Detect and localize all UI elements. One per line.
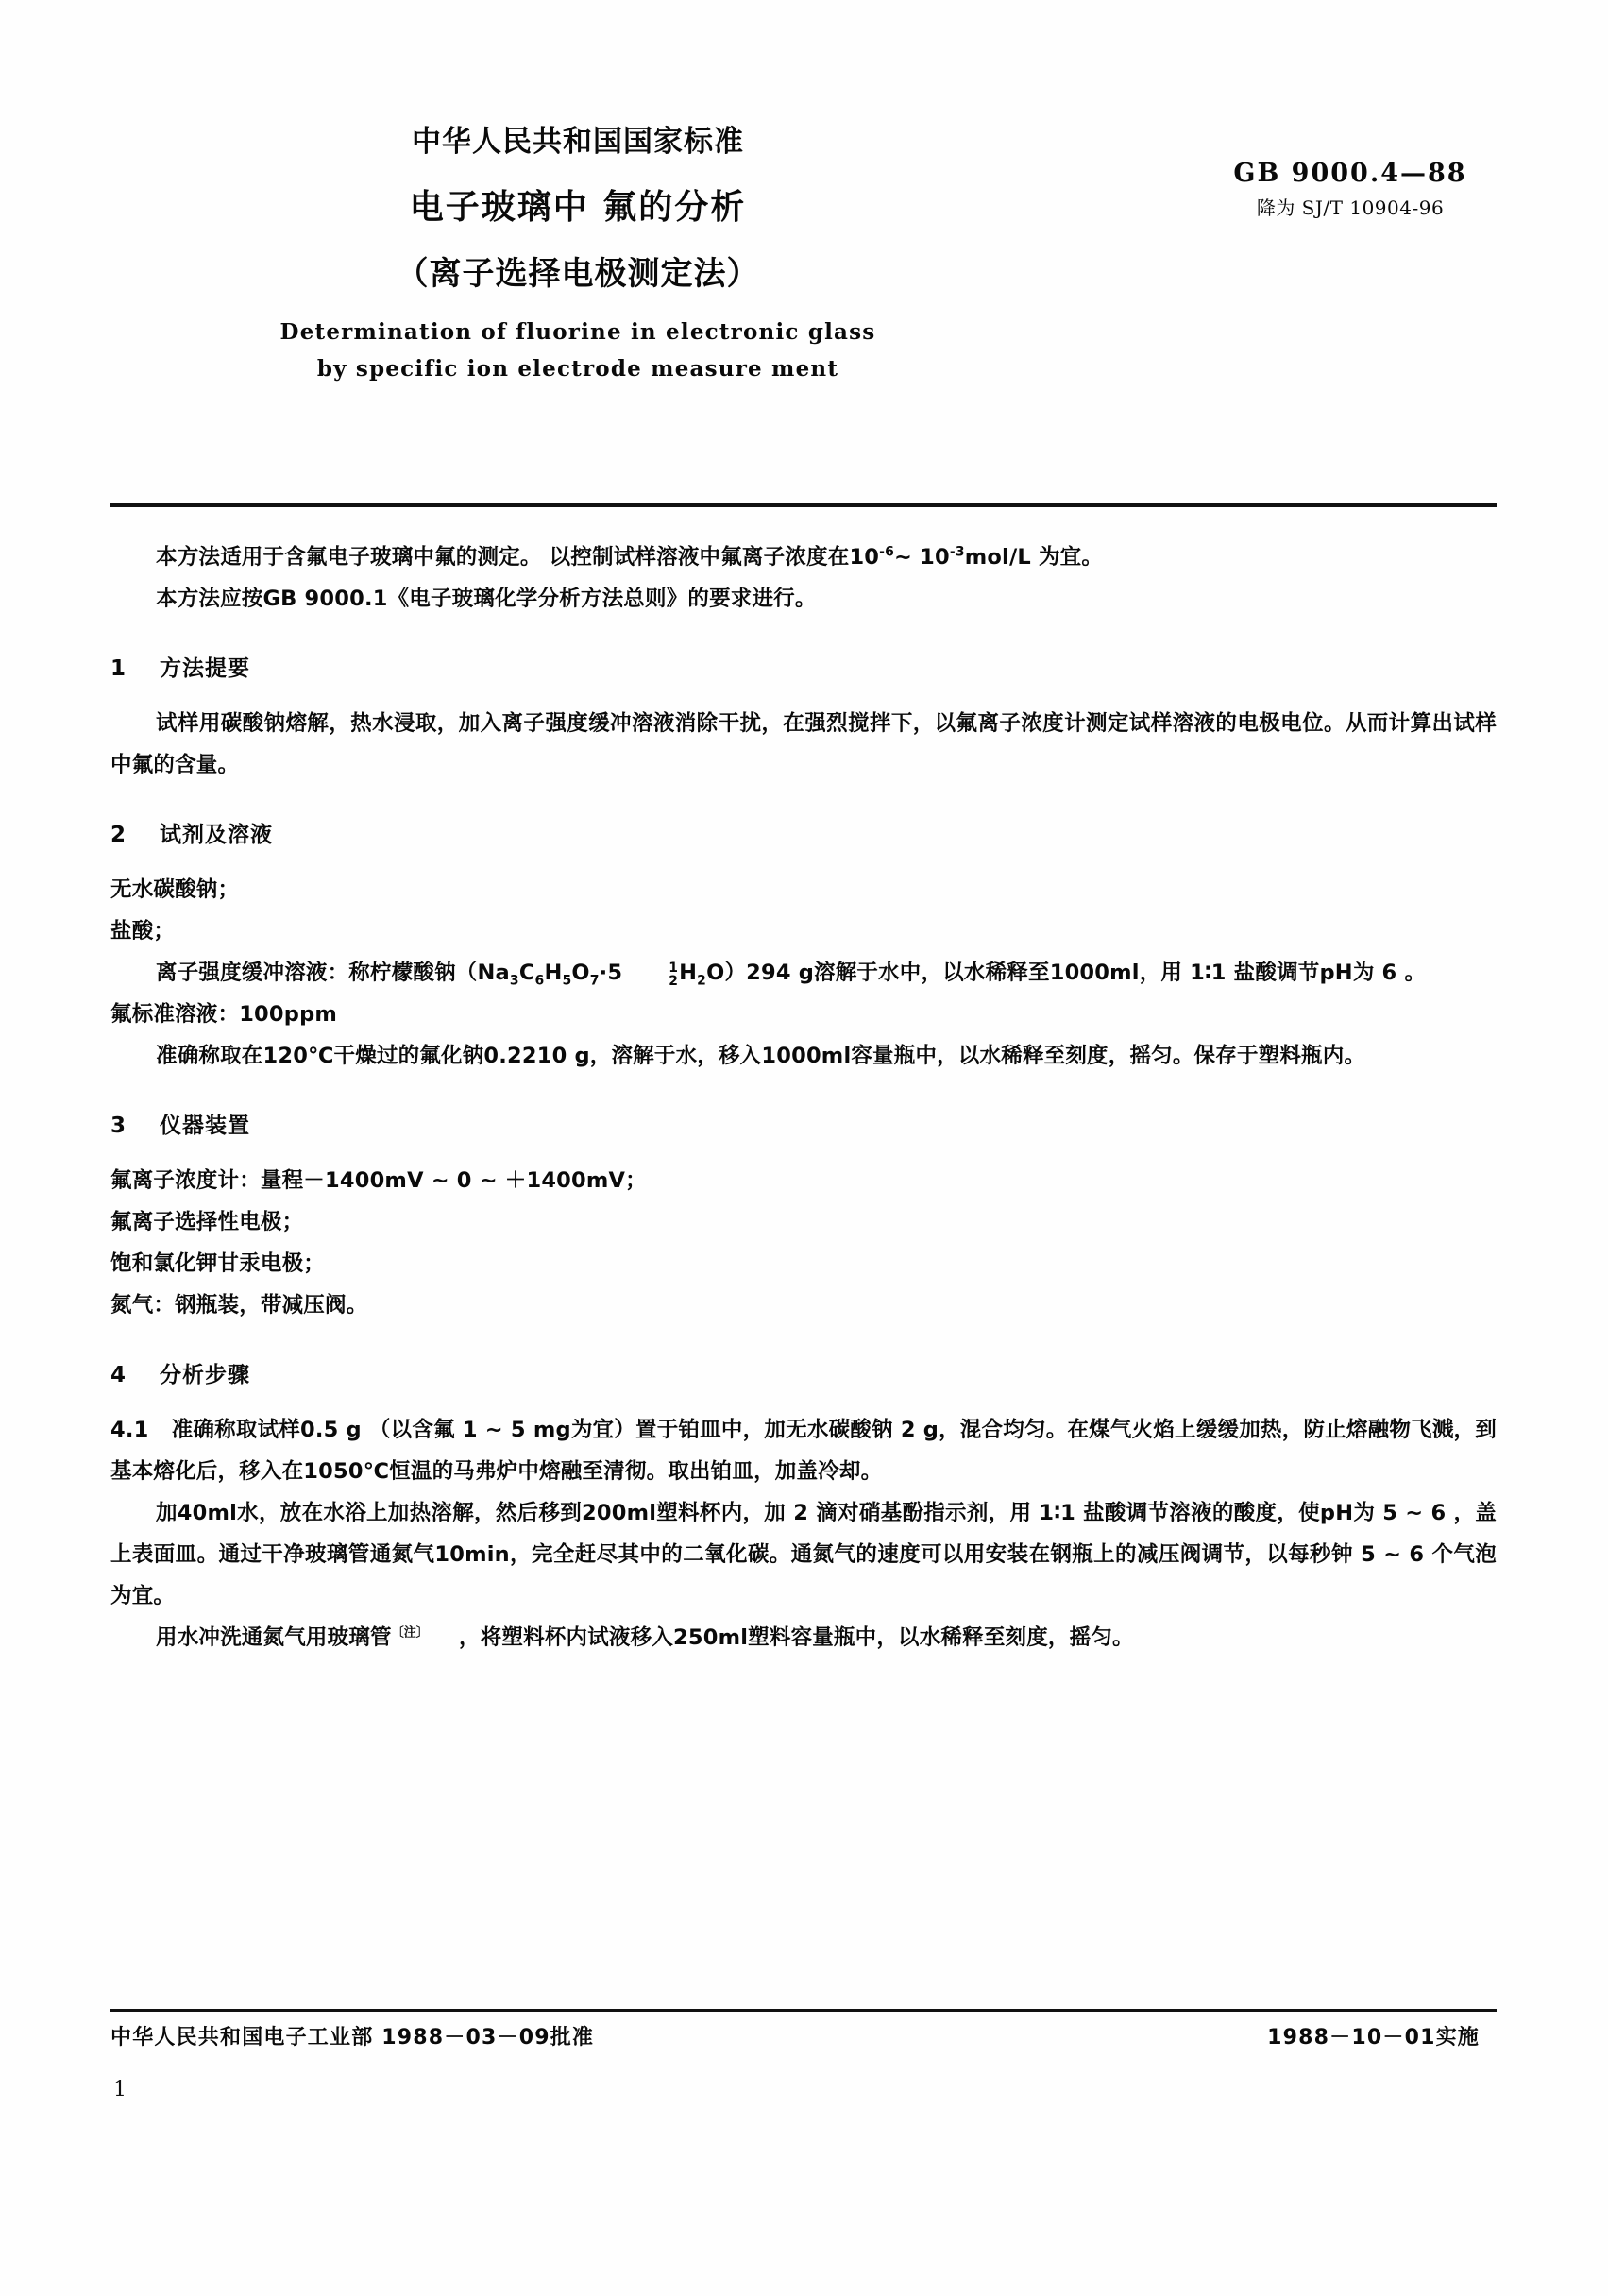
section-4-number: 4 bbox=[110, 1363, 127, 1387]
formula-sub-h5: 5 bbox=[562, 973, 572, 989]
step-4-1-text: 准确称取试样0.5 g （以含氟 1 ~ 5 mg为宜）置于铂皿中，加无水碳酸钠 2 g，混合均匀。在煤气火焰上缓缓加热，防止熔融物飞溅，到基本熔化后，移入在1050℃恒温的马弗炉中熔融至清彻。取出铂皿，加盖冷却。 bbox=[110, 1418, 1497, 1484]
footer-implementation: 1988－10－01实施 bbox=[1267, 2026, 1480, 2049]
formula-sub-h2o: 2 bbox=[697, 973, 707, 989]
section-2-title: 试剂及溶液 bbox=[160, 823, 273, 847]
conc-base-1: 10 bbox=[849, 545, 880, 570]
concentration-range bbox=[849, 545, 964, 570]
step-4-2: 加40ml水，放在水浴上加热溶解，然后移到200ml塑料杯内，加 2 滴对硝基酚指示剂，用 1∶1 盐酸调节溶液的酸度，使pH为 5 ~ 6 ，盖上表面皿。通过干净玻璃管通氮气10min，完全赶尽其中的二氧化碳。通氮气的速度可以用安装在钢瓶上的减压阀调节，以每秒钟 5 ~ 6 个气泡为宜。 bbox=[110, 1501, 1497, 1608]
section-4-title: 分析步骤 bbox=[160, 1363, 250, 1387]
reagent-item-fluoride-standard: 氟标准溶液：100ppm bbox=[110, 1002, 338, 1027]
section-3-title: 仪器装置 bbox=[160, 1114, 250, 1138]
note-reference-marker: 〔注〕 bbox=[391, 1625, 429, 1641]
standard-number: GB 9000.4—88 bbox=[1233, 159, 1467, 188]
section-heading-2 bbox=[110, 814, 1497, 856]
buffer-text-a: 离子强度缓冲溶液：称柠檬酸钠（Na bbox=[156, 961, 510, 985]
fraction-denominator: 2 bbox=[669, 973, 679, 989]
apparatus-item-ion-electrode: 氟离子选择性电极； bbox=[110, 1210, 304, 1234]
document-title: 电子玻璃中 氟的分析 bbox=[409, 187, 747, 227]
formula-sub-o7: 7 bbox=[589, 973, 600, 989]
conc-exp-2: -3 bbox=[949, 544, 965, 560]
scope-paragraph-1 bbox=[110, 536, 1497, 578]
scope-text-b: mol/L 为宜。 bbox=[964, 545, 1104, 570]
scope-text-a: 本方法适用于含氟电子玻璃中氟的测定。 以控制试样溶液中氟离子浓度在 bbox=[156, 545, 850, 570]
section-3-number: 3 bbox=[110, 1114, 127, 1138]
scope-paragraph-2: 本方法应按GB 9000.1《电子玻璃化学分析方法总则》的要求进行。 bbox=[156, 587, 817, 611]
reagent-item-fluoride-standard-prep: 准确称取在120℃干燥过的氟化钠0.2210 g，溶解于水，移入1000ml容量瓶中，以水稀释至刻度，摇匀。保存于塑料瓶内。 bbox=[156, 1044, 1366, 1068]
section-1-body: 试样用碳酸钠熔解，热水浸取，加入离子强度缓冲溶液消除干扰，在强烈搅拌下，以氟离子浓度计测定试样溶液的电极电位。从而计算出试样中氟的含量。 bbox=[110, 711, 1497, 777]
standard-replacement-note: 降为 SJ/T 10904-96 bbox=[1256, 196, 1445, 219]
reagent-item-hydrochloric-acid: 盐酸； bbox=[110, 919, 176, 944]
formula-hydrate-5: ·5 bbox=[599, 961, 623, 985]
buffer-text-b: O）294 g溶解于水中，以水稀释至1000ml，用 1∶1 盐酸调节pH为 6 。 bbox=[706, 961, 1427, 985]
page-number: 1 bbox=[113, 2078, 127, 2101]
formula-water-h: H bbox=[679, 961, 698, 985]
header-titles bbox=[110, 123, 1329, 388]
reagent-item-buffer-solution bbox=[110, 952, 1497, 994]
national-standard-label: 中华人民共和国国家标准 bbox=[412, 125, 744, 159]
section-2-number: 2 bbox=[110, 823, 127, 847]
section-heading-4 bbox=[110, 1354, 1497, 1396]
reagent-item-sodium-carbonate: 无水碳酸钠； bbox=[110, 877, 240, 902]
step-4-3-text-b: ，将塑料杯内试液移入250ml塑料容量瓶中，以水稀释至刻度，摇匀。 bbox=[459, 1625, 1134, 1650]
apparatus-item-nitrogen: 氮气：钢瓶装，带减压阀。 bbox=[110, 1293, 368, 1318]
fraction-one-half bbox=[623, 962, 678, 989]
standard-number-block bbox=[1194, 159, 1506, 220]
apparatus-item-meter: 氟离子浓度计：量程－1400mV ~ 0 ~ ＋1400mV； bbox=[110, 1168, 647, 1193]
apparatus-item-calomel-electrode: 饱和氯化钾甘汞电极； bbox=[110, 1251, 326, 1276]
section-heading-1 bbox=[110, 648, 1497, 689]
fraction-numerator: 1 bbox=[669, 960, 679, 976]
step-4-3 bbox=[110, 1617, 1497, 1658]
title-english-line-1: Determination of fluorine in electronic glass bbox=[279, 319, 876, 346]
step-4-3-text-a: 用水冲洗通氮气用玻璃管 bbox=[156, 1625, 392, 1650]
formula-o: O bbox=[571, 961, 590, 985]
footer-divider bbox=[110, 2009, 1497, 2012]
conc-base-2: ~ 10 bbox=[894, 545, 950, 570]
document-body bbox=[110, 536, 1497, 1658]
section-1-title: 方法提要 bbox=[160, 656, 250, 681]
header-divider bbox=[110, 503, 1497, 507]
formula-sub-na3: 3 bbox=[509, 973, 519, 989]
formula-sub-c6: 6 bbox=[534, 973, 545, 989]
section-heading-3 bbox=[110, 1105, 1497, 1147]
document-footer bbox=[110, 2021, 1497, 2050]
title-english-line-2: by specific ion electrode measure ment bbox=[316, 356, 839, 383]
footer-approval: 中华人民共和国电子工业部 1988－03－09批准 bbox=[110, 2026, 595, 2049]
formula-c: C bbox=[518, 961, 535, 985]
section-1-number: 1 bbox=[110, 656, 127, 681]
conc-exp-1: -6 bbox=[879, 544, 895, 560]
step-4-1 bbox=[110, 1409, 1497, 1492]
step-4-1-label: 4.1 bbox=[110, 1418, 149, 1442]
formula-h: H bbox=[544, 961, 563, 985]
document-subtitle: （离子选择电极测定法） bbox=[396, 255, 760, 294]
